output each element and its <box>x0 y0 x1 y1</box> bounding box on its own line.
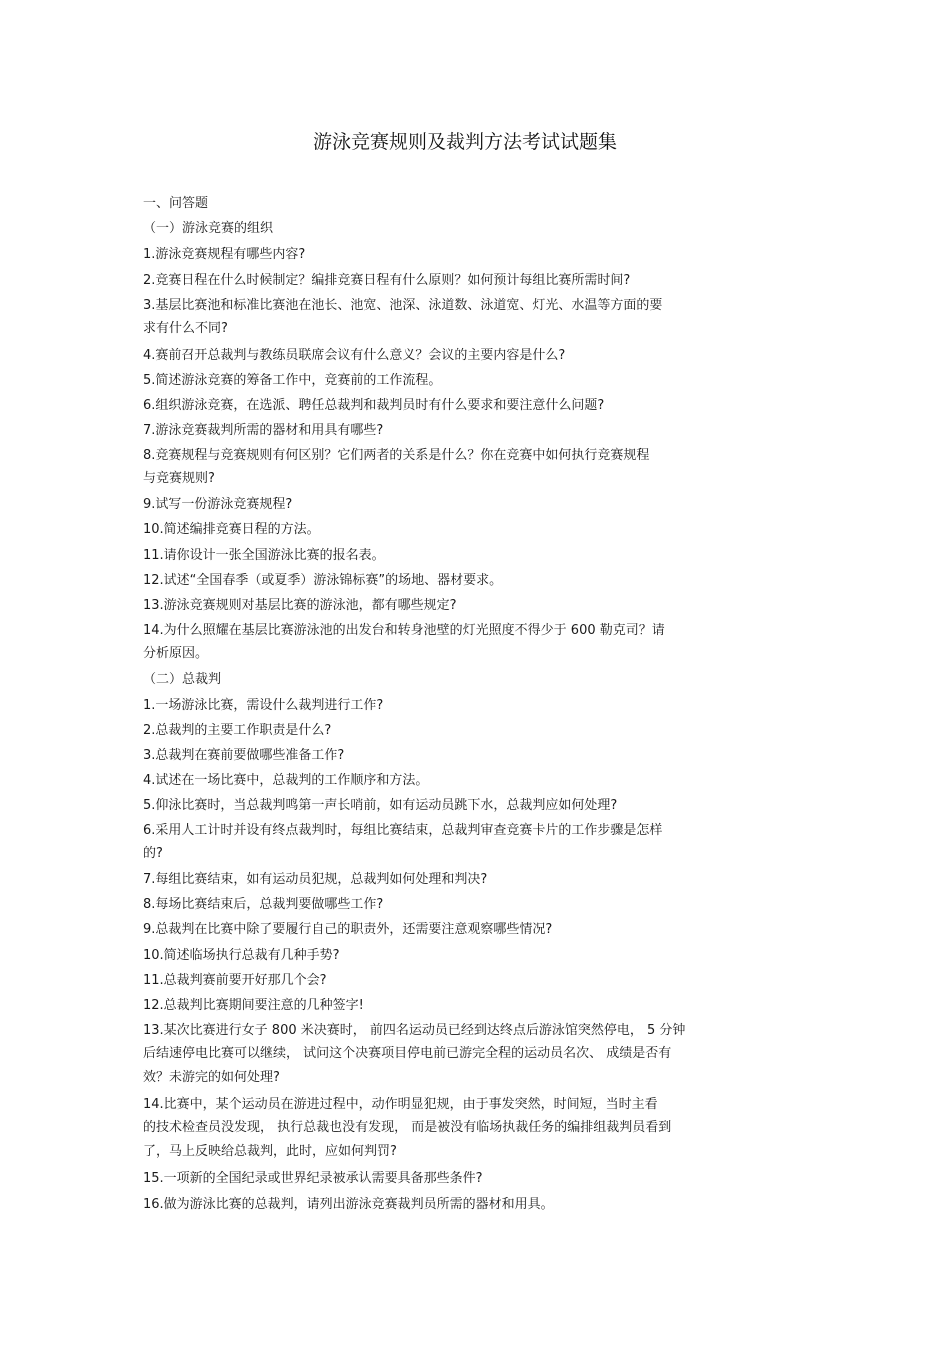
text-line: 7.每组比赛结束，如有运动员犯规，总裁判如何处理和判决? <box>143 872 488 887</box>
text-line: 11.请你设计一张全国游泳比赛的报名表。 <box>143 548 385 563</box>
text-line: （一）游泳竞赛的组织 <box>143 221 274 236</box>
text-line: 效？未游完的如何处理? <box>143 1070 280 1085</box>
text-line: 15.一项新的全国纪录或世界纪录被承认需要具备那些条件? <box>143 1171 483 1186</box>
text-line: 1.游泳竞赛规程有哪些内容? <box>143 247 306 262</box>
text-line: 2.竞赛日程在什么时候制定？编排竞赛日程有什么原则？如何预计每组比赛所需时间? <box>143 273 631 288</box>
text-line: 的? <box>143 846 163 861</box>
text-line: 的技术检查员没发现， 执行总裁也没有发现， 而是被没有临场执裁任务的编排组裁判员看到 <box>143 1120 672 1135</box>
text-line: 10.简述编排竞赛日程的方法。 <box>143 522 320 537</box>
text-line: 10.简述临场执行总裁有几种手势? <box>143 948 340 963</box>
text-line: 4.试述在一场比赛中，总裁判的工作顺序和方法。 <box>143 773 429 788</box>
text-line: 3.基层比赛池和标准比赛池在池长、池宽、池深、泳道数、泳道宽、灯光、水温等方面的要 <box>143 298 663 313</box>
text-line: 7.游泳竞赛裁判所需的器材和用具有哪些? <box>143 423 384 438</box>
text-line: 1.一场游泳比赛，需设什么裁判进行工作? <box>143 698 384 713</box>
document-title: 游泳竞赛规则及裁判方法考试试题集 <box>312 131 617 153</box>
text-line: 14.比赛中，某个运动员在游进过程中，动作明显犯规，由于事发突然，时间短，当时主看 <box>143 1097 658 1112</box>
text-line: 9.总裁判在比赛中除了要履行自己的职责外，还需要注意观察哪些情况? <box>143 922 553 937</box>
text-line: 与竞赛规则? <box>143 471 215 486</box>
text-line: 后结速停电比赛可以继续， 试问这个决赛项目停电前已游完全程的运动员名次、 成绩是否有 <box>143 1046 672 1061</box>
text-line: 5.仰泳比赛时，当总裁判鸣第一声长哨前，如有运动员跳下水，总裁判应如何处理? <box>143 798 618 813</box>
text-line: 5.简述游泳竞赛的筹备工作中，竞赛前的工作流程。 <box>143 373 442 388</box>
text-line: 分析原因。 <box>143 646 209 661</box>
text-line: 8.竞赛规程与竞赛规则有何区别？它们两者的关系是什么？你在竞赛中如何执行竞赛规程 <box>143 448 650 463</box>
text-line: 一、问答题 <box>143 196 209 211</box>
text-line: 求有什么不同? <box>143 321 228 336</box>
text-line: 16.做为游泳比赛的总裁判，请列出游泳竞赛裁判员所需的器材和用具。 <box>143 1197 554 1212</box>
text-line: 6.组织游泳竞赛，在选派、聘任总裁判和裁判员时有什么要求和要注意什么问题? <box>143 398 605 413</box>
text-line: 12.总裁判比赛期间要注意的几种签字! <box>143 998 364 1013</box>
text-line: 11.总裁判赛前要开好那几个会? <box>143 973 327 988</box>
text-line: 3.总裁判在赛前要做哪些准备工作? <box>143 748 345 763</box>
text-line: 4.赛前召开总裁判与教练员联席会议有什么意义？会议的主要内容是什么? <box>143 348 566 363</box>
text-line: 9.试写一份游泳竞赛规程? <box>143 497 293 512</box>
text-line: 6.采用人工计时并设有终点裁判时，每组比赛结束，总裁判审查竞赛卡片的工作步骤是怎样 <box>143 823 663 838</box>
text-line: 14.为什么照耀在基层比赛游泳池的出发台和转身池壁的灯光照度不得少于 600 勒克司？请 <box>143 623 665 638</box>
text-line: 12.试述“全国春季（或夏季）游泳锦标赛”的场地、器材要求。 <box>143 573 503 588</box>
text-line: 13.某次比赛进行女子 800 米决赛时， 前四名运动员已经到达终点后游泳馆突然停电， 5 分钟 <box>143 1023 686 1038</box>
text-line: 了，马上反映给总裁判，此时，应如何判罚? <box>143 1144 397 1159</box>
text-line: 13.游泳竞赛规则对基层比赛的游泳池，都有哪些规定? <box>143 598 457 613</box>
text-line: （二）总裁判 <box>143 672 222 687</box>
text-line: 8.每场比赛结束后，总裁判要做哪些工作? <box>143 897 384 912</box>
text-line: 2.总裁判的主要工作职责是什么? <box>143 723 332 738</box>
